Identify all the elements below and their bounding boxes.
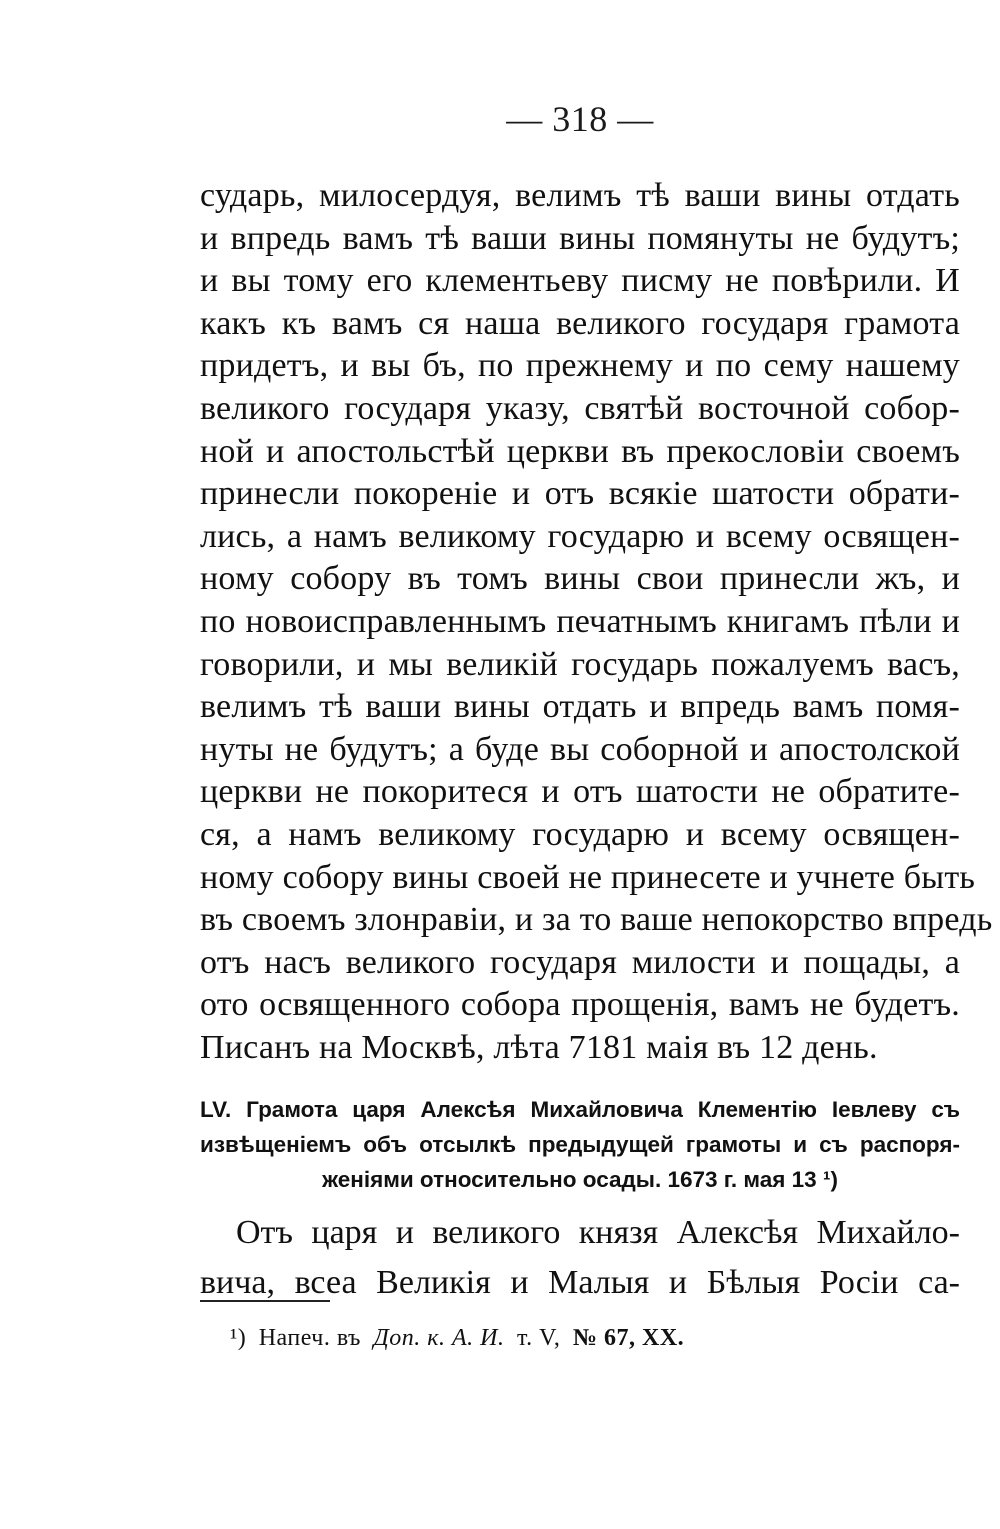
body-line: говорили, и мы великій государь пожалуемъ васъ,	[200, 645, 960, 683]
body-line: велимъ тѣ ваши вины отдать и впредь вамъ помя-	[200, 688, 960, 726]
body-text	[200, 175, 993, 1069]
body-line: по новоисправленнымъ печатнымъ книгамъ пѣли и	[200, 602, 960, 640]
body-line: отъ насъ великого государя милости и пощады, а	[200, 943, 960, 981]
body-line: ной и апостольстѣй церкви въ прекословіи своемъ	[200, 432, 960, 470]
body-line: Писанъ на Москвѣ, лѣта 7181 маія въ 12 день.	[200, 1028, 878, 1066]
footnote-number: № 67, XX.	[572, 1325, 685, 1351]
body-line: ото освященного собора прощенія, вамъ не будетъ.	[200, 986, 960, 1024]
body-line: лись, а намъ великому государю и всему освящен-	[200, 517, 960, 555]
footnote-text: Напеч. въ	[258, 1325, 361, 1351]
body-line: великого государя указу, святѣй восточной собор-	[200, 389, 960, 427]
footnote	[230, 1318, 930, 1358]
heading-line: извѣщеніемъ объ отсылкѣ предыдущей грамоты и съ распоря-	[200, 1132, 960, 1157]
page-number: — 318 —	[506, 99, 654, 139]
body-line: придетъ, и вы бъ, по прежнему и по сему нашему	[200, 347, 960, 385]
body-line: сударь, милосердуя, велимъ тѣ ваши вины отдать	[200, 177, 960, 214]
body-line: церкви не покоритеся и отъ шатости не обратите-	[200, 773, 960, 811]
heading-line: женіями относительно осады. 1673 г. мая 13 ¹)	[322, 1167, 838, 1192]
opening-line: вича, всеа Великія и Малыя и Бѣлыя Росіи са-	[200, 1264, 960, 1301]
opening-line: Отъ царя и великого князя Алексѣя Михайло-	[236, 1214, 960, 1251]
section-heading	[200, 1092, 960, 1197]
footnote-volume: т. V,	[516, 1325, 561, 1351]
body-line: въ своемъ злонравіи, и за то ваше непокорство впредь	[200, 901, 993, 939]
footnote-rule	[200, 1300, 330, 1302]
heading-line: LV. Грамота царя Алексѣя Михайловича Клементію Іевлеву съ	[200, 1097, 960, 1122]
body-line: какъ къ вамъ ся наша великого государя грамота	[200, 304, 960, 342]
body-line: ному собору въ томъ вины свои принесли жъ, и	[200, 560, 960, 598]
footnote-marker: ¹)	[230, 1325, 247, 1351]
body-line: нуты не будутъ; а буде вы соборной и апостолской	[200, 730, 960, 768]
body-line: и впредь вамъ тѣ ваши вины помянуты не будутъ;	[200, 219, 960, 257]
body-line: принесли покореніе и отъ всякіе шатости обрати-	[200, 475, 960, 513]
body-line: ся, а намъ великому государю и всему освящен-	[200, 815, 960, 853]
body-line: и вы тому его клементьеву писму не повѣрили. И	[200, 262, 960, 300]
body-line: ному собору вины своей не принесете и учнете быть	[200, 858, 976, 896]
document-opening	[200, 1208, 960, 1308]
footnote-source: Доп. к. А. И.	[373, 1325, 505, 1351]
